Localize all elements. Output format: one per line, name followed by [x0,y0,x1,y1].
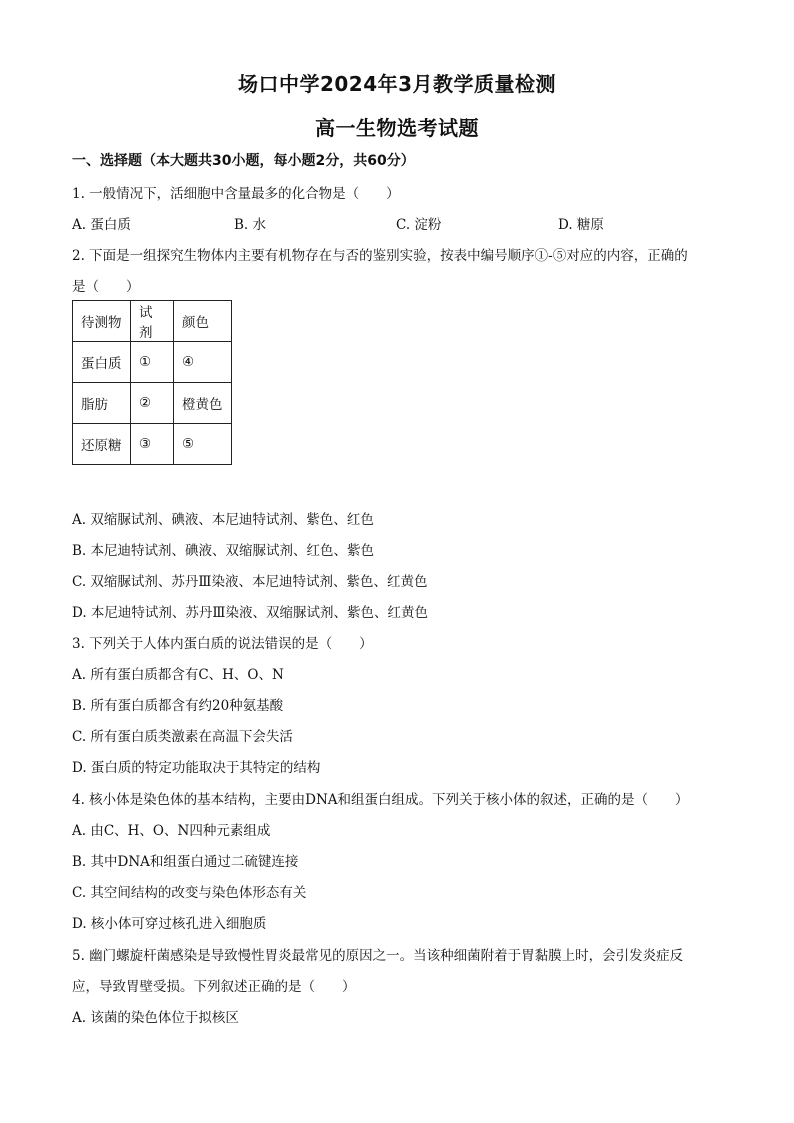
q2-option-c: C. 双缩脲试剂、苏丹Ⅲ染液、本尼迪特试剂、紫色、红黄色 [72,574,428,590]
table-cell: 蛋白质 [73,342,131,383]
q1-option-c: C. 淀粉 [396,217,442,233]
table-row [73,342,232,383]
q3-option-d: D. 蛋白质的特定功能取决于其特定的结构 [72,760,321,776]
q3-stem: 3. 下列关于人体内蛋白质的说法错误的是（ ） [72,636,373,652]
q4-option-a: A. 由C、H、O、N四种元素组成 [72,823,271,839]
q3-option-c: C. 所有蛋白质类激素在高温下会失活 [72,729,293,745]
table-cell: ④ [174,342,232,383]
table-cell: ② [131,383,174,424]
q3-option-a: A. 所有蛋白质都含有C、H、O、N [72,667,284,683]
table-header-row [73,301,232,342]
q4-option-d: D. 核小体可穿过核孔进入细胞质 [72,916,267,932]
table-cell: 脂肪 [73,383,131,424]
q2-option-a: A. 双缩脲试剂、碘液、本尼迪特试剂、紫色、红色 [72,512,374,528]
q4-option-b: B. 其中DNA和组蛋白通过二硫键连接 [72,854,299,870]
q5-option-a: A. 该菌的染色体位于拟核区 [72,1010,239,1026]
q3-option-b: B. 所有蛋白质都含有约20种氨基酸 [72,698,284,714]
q2-stem-line1: 2. 下面是一组探究生物体内主要有机物存在与否的鉴别实验，按表中编号顺序①-⑤对应的内容，正确的 [72,248,688,264]
q2-stem-line2: 是（ ） [72,279,140,295]
table-cell: 橙黄色 [174,383,232,424]
exam-subtitle: 高一生物选考试题 [315,116,479,140]
q2-table [72,300,232,465]
q2-option-d: D. 本尼迪特试剂、苏丹Ⅲ染液、双缩脲试剂、紫色、红黄色 [72,605,428,621]
q1-option-d: D. 糖原 [558,217,604,233]
table-row [73,383,232,424]
table-header-cell: 试剂 [131,301,174,342]
table-cell: ⑤ [174,424,232,465]
q1-option-b: B. 水 [234,217,267,233]
table-header-cell: 颜色 [174,301,232,342]
section-heading: 一、选择题（本大题共30小题，每小题2分，共60分） [72,153,415,169]
q1-option-a: A. 蛋白质 [72,217,131,233]
table-header-cell: 待测物 [73,301,131,342]
table-cell: ① [131,342,174,383]
table-row [73,424,232,465]
q4-option-c: C. 其空间结构的改变与染色体形态有关 [72,885,307,901]
q5-stem-line1: 5. 幽门螺旋杆菌感染是导致慢性胃炎最常见的原因之一。当该种细菌附着于胃黏膜上时，会引发炎症反 [72,948,684,964]
table-cell: 还原糖 [73,424,131,465]
table-cell: ③ [131,424,174,465]
q2-option-b: B. 本尼迪特试剂、碘液、双缩脲试剂、红色、紫色 [72,543,375,559]
q5-stem-line2: 应，导致胃壁受损。下列叙述正确的是（ ） [72,979,356,995]
exam-title: 场口中学2024年3月教学质量检测 [237,72,557,96]
q1-stem: 1. 一般情况下，活细胞中含量最多的化合物是（ ） [72,186,400,202]
q4-stem: 4. 核小体是染色体的基本结构，主要由DNA和组蛋白组成。下列关于核小体的叙述，正确的是（ ） [72,792,689,808]
